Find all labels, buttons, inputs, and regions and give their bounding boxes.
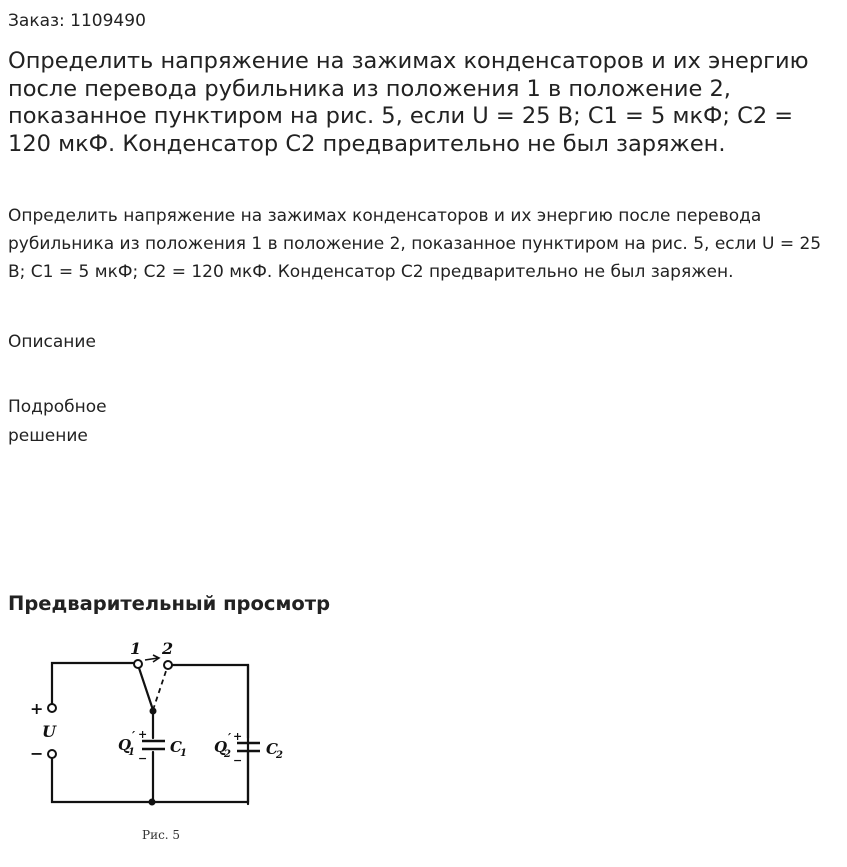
terminal-plus	[48, 704, 56, 712]
label-c1-plus: +	[138, 728, 148, 741]
capacitor-c1	[142, 741, 165, 749]
switch-blade	[138, 665, 153, 710]
label-c2-plus: +	[233, 730, 243, 743]
switch-arrow	[145, 655, 159, 662]
label-q2-sub: 2	[224, 749, 231, 760]
label-c1-minus: −	[138, 752, 148, 765]
terminal-minus	[48, 750, 56, 758]
solution-label: Подробное решение	[8, 397, 107, 446]
task-description: Определить напряжение на зажимах конденсаторов и их энергию после перевода рубильника из положения 1 в положение 2, показанное пунктиром на рис. 5, если U = 25 В; С1 = 5 мкФ; С2 = 120 мкФ. Конденсатор С2 предварительно не был заряжен.	[8, 206, 822, 282]
circuit-diagram	[22, 632, 302, 854]
order-number: Заказ: 1109490	[8, 11, 146, 31]
label-position-2: 2	[162, 639, 174, 658]
label-position-1: 1	[130, 639, 142, 658]
junction-bottom	[149, 799, 156, 806]
preview-heading: Предварительный просмотр	[8, 592, 331, 615]
label-plus: +	[30, 699, 44, 718]
label-q1: Q	[118, 736, 132, 754]
task-title: Определить напряжение на зажимах конденсаторов и их энергию после перевода рубильника из положения 1 в положение 2, показанное пунктиром на рис. 5, если U = 25 В; С1 = 5 мкФ; С2 = 120 мкФ. Конденсатор С2 предварительно не был заряжен.	[8, 48, 809, 157]
contact-2	[164, 661, 172, 669]
figure-caption: Рис. 5	[142, 828, 181, 842]
contact-1	[134, 660, 142, 668]
label-c1: C	[170, 738, 182, 756]
label-q1-sub: 1	[128, 747, 135, 758]
label-q1-prime: ′	[132, 729, 136, 743]
switch-dashed-path	[153, 668, 167, 710]
label-q2: Q	[214, 738, 228, 756]
label-minus: −	[30, 744, 44, 763]
label-c2-sub: 2	[276, 750, 283, 761]
circuit-figure	[22, 632, 302, 854]
label-q2-prime: ′	[228, 731, 232, 745]
junction-pivot	[150, 708, 157, 715]
label-c2-minus: −	[233, 754, 243, 767]
label-voltage: U	[42, 722, 56, 741]
description-label: Описание	[8, 332, 96, 352]
wire-top-left	[52, 663, 134, 705]
label-c1-sub: 1	[180, 748, 187, 759]
label-c2: C	[266, 740, 278, 758]
wire-left-bottom	[52, 759, 248, 802]
